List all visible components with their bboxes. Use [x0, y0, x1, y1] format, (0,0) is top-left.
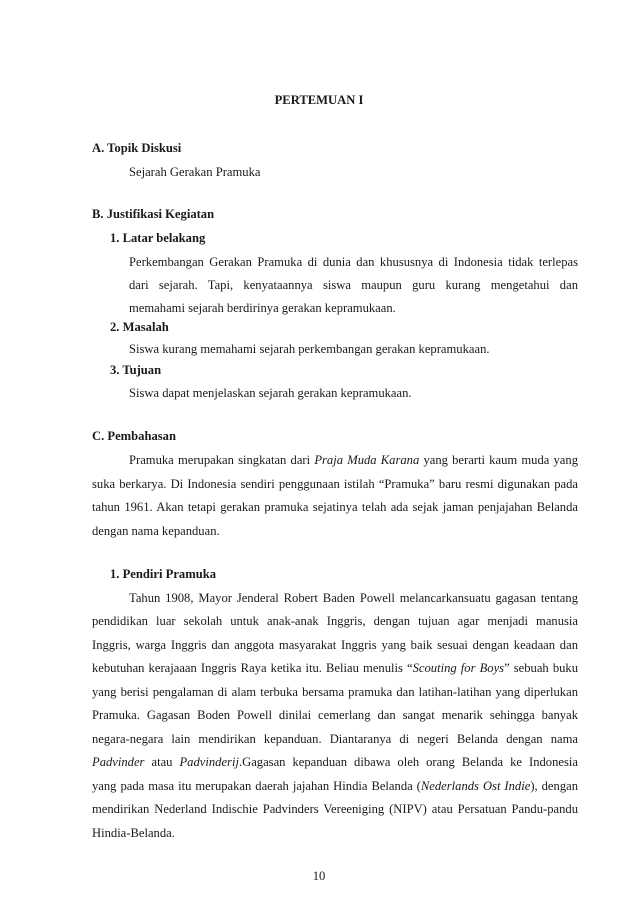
c-sub1-heading: 1. Pendiri Pramuka [110, 567, 216, 581]
b-item1-line: dari sejarah. Tapi, kenyataannya siswa maupun guru kurang mengetahui dan [129, 278, 578, 292]
c-paragraph2-line: Tahun 1908, Mayor Jenderal Robert Baden Powell melancarkansuatu gagasan tentang [129, 591, 578, 605]
b-item3-text: Siswa dapat menjelaskan sejarah gerakan kepramukaan. [129, 386, 412, 400]
c-paragraph2-line: Padvinder atau Padvinderij.Gagasan kepanduan dibawa oleh orang Belanda ke Indonesia [92, 755, 578, 769]
b-item3-heading: 3. Tujuan [110, 363, 162, 377]
c-paragraph2-line: Inggris, warga Inggris dan anggota masyarakat Inggris yang baik sesuai dengan keadaan dan [92, 638, 578, 652]
b-item1-line: memahami sejarah berdirinya gerakan kepramukaan. [129, 301, 396, 315]
page-number: 10 [312, 869, 326, 883]
b-item2-heading: 2. Masalah [110, 320, 169, 334]
c-paragraph2-line: Hindia-Belanda. [92, 826, 175, 840]
b-item1-line: Perkembangan Gerakan Pramuka di dunia dan khususnya di Indonesia tidak terlepas [129, 255, 578, 269]
c-paragraph1-line: Pramuka merupakan singkatan dari Praja Muda Karana yang berarti kaum muda yang [129, 453, 578, 467]
section-c-heading: C. Pembahasan [92, 429, 176, 443]
c-paragraph2-line: negara-negara lain mendirikan kepanduan. Diantaranya di negeri Belanda dengan nama [92, 732, 578, 746]
c-paragraph2-line: mendirikan Nederland Indischie Padvinders Vereeniging (NIPV) atau Persatuan Pandu-pandu [92, 802, 578, 816]
b-item1-heading: 1. Latar belakang [110, 231, 206, 245]
c-paragraph2-line: kebutuhan kerajaaan Inggris Raya ketika itu. Beliau menulis “Scouting for Boys” sebuah buku [92, 661, 579, 675]
section-b-heading: B. Justifikasi Kegiatan [92, 207, 215, 221]
page-title: PERTEMUAN I [274, 93, 364, 107]
c-paragraph2-line: pendidikan luar sekolah untuk anak-anak Inggris, dengan tujuan agar menjadi manusia [92, 614, 578, 628]
section-a-heading: A. Topik Diskusi [92, 141, 182, 155]
c-paragraph1-line: suka berkarya. Di Indonesia sendiri penggunaan istilah “Pramuka” baru resmi digunakan pada [92, 477, 578, 491]
c-paragraph2-line: yang berisi pengalaman di alam terbuka bersama pramuka dan latihan-latihan yang diperlukan [92, 685, 578, 699]
c-paragraph2-line: yang pada masa itu merupakan daerah jajahan Hindia Belanda (Nederlands Ost Indie), dengan [92, 779, 579, 793]
c-paragraph1-line: tahun 1961. Akan tetapi gerakan pramuka sejatinya telah ada sejak jaman penjajahan Belanda [92, 500, 578, 514]
b-item2-text: Siswa kurang memahami sejarah perkembangan gerakan kepramukaan. [129, 342, 490, 356]
c-paragraph1-line: dengan nama kepanduan. [92, 524, 220, 538]
c-paragraph2-line: Pramuka. Gagasan Boden Powell dinilai cemerlang dan sangat menarik sehingga banyak [92, 708, 578, 722]
section-a-text: Sejarah Gerakan Pramuka [129, 165, 261, 179]
